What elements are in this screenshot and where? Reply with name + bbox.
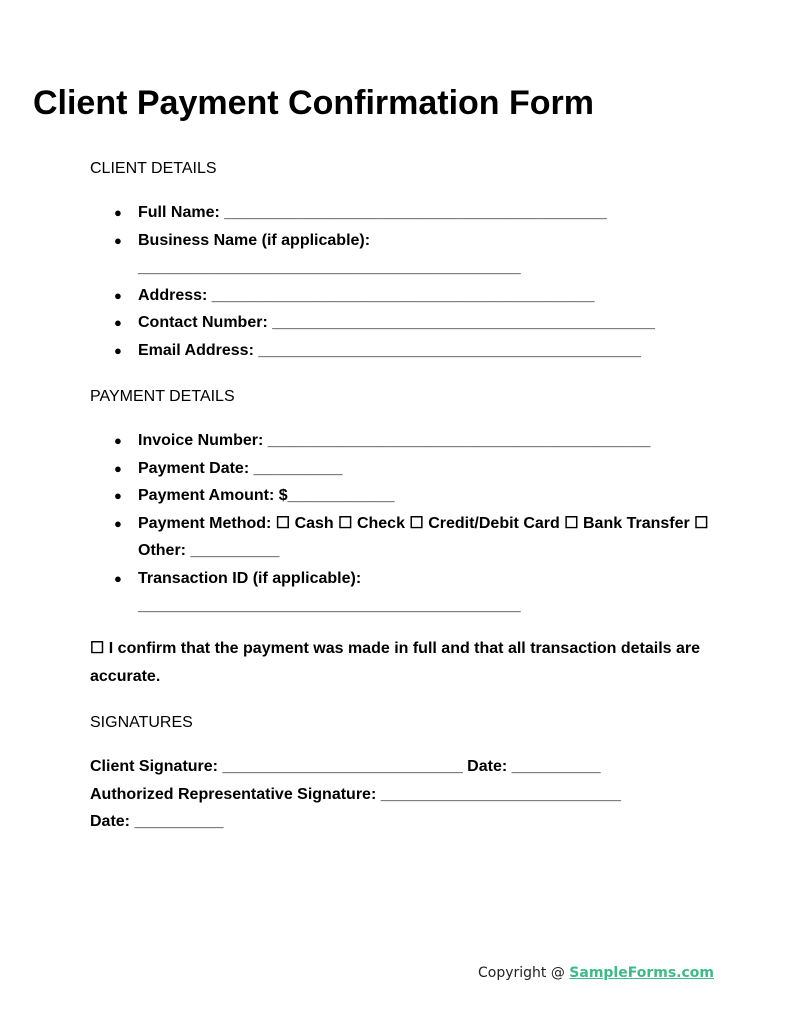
client-details-heading: CLIENT DETAILS (90, 160, 217, 177)
client-signature-field[interactable]: Client Signature: ___________________________ Date: __________ (90, 758, 601, 775)
confirmation-checkbox-statement[interactable]: ☐ I confirm that the payment was made in full and that all transaction details are accurate. (90, 640, 701, 685)
email-address-field[interactable]: ● Email Address: ___________________________________________ (90, 337, 720, 365)
business-name-field[interactable] (90, 227, 720, 282)
payment-method-options[interactable]: ● Payment Method: ☐ Cash ☐ Check ☐ Credit/Debit Card ☐ Bank Transfer ☐ (138, 514, 709, 532)
page-title: Client Payment Confirmation Form (32, 84, 595, 122)
payment-details-heading: PAYMENT DETAILS (90, 388, 235, 405)
contact-number-field[interactable]: ● Contact Number: ___________________________________________ (90, 309, 720, 337)
payment-amount-field[interactable]: ● Payment Amount: $____________ (90, 482, 720, 510)
payment-method-field[interactable] (90, 510, 720, 565)
signatures-block (90, 753, 720, 836)
signatures-heading: SIGNATURES (90, 714, 193, 731)
payment-date-field[interactable]: ● Payment Date: __________ (90, 455, 720, 483)
business-name-line[interactable]: ___________________________________________ (138, 259, 521, 276)
transaction-id-field[interactable] (90, 565, 720, 620)
rep-signature-field[interactable]: Authorized Representative Signature: ___________________________ (90, 785, 621, 803)
sampleforms-link[interactable]: SampleForms.com (569, 965, 714, 981)
transaction-id-line[interactable]: ___________________________________________ (138, 597, 521, 614)
transaction-id-label: ● Transaction ID (if applicable): (138, 569, 362, 587)
payment-method-other[interactable]: Other: __________ (138, 542, 280, 559)
client-details-list (90, 199, 720, 364)
copyright-text: Copyright @ (477, 965, 570, 981)
business-name-label: ● Business Name (if applicable): (138, 231, 371, 249)
payment-details-list (90, 427, 720, 620)
invoice-number-field[interactable]: ● Invoice Number: ___________________________________________ (90, 427, 720, 455)
address-field[interactable]: ● Address: ___________________________________________ (90, 282, 720, 310)
full-name-field[interactable]: ● Full Name: ___________________________________________ (90, 199, 720, 227)
footer-copyright (478, 962, 714, 984)
rep-date-field[interactable]: Date: __________ (90, 813, 224, 830)
